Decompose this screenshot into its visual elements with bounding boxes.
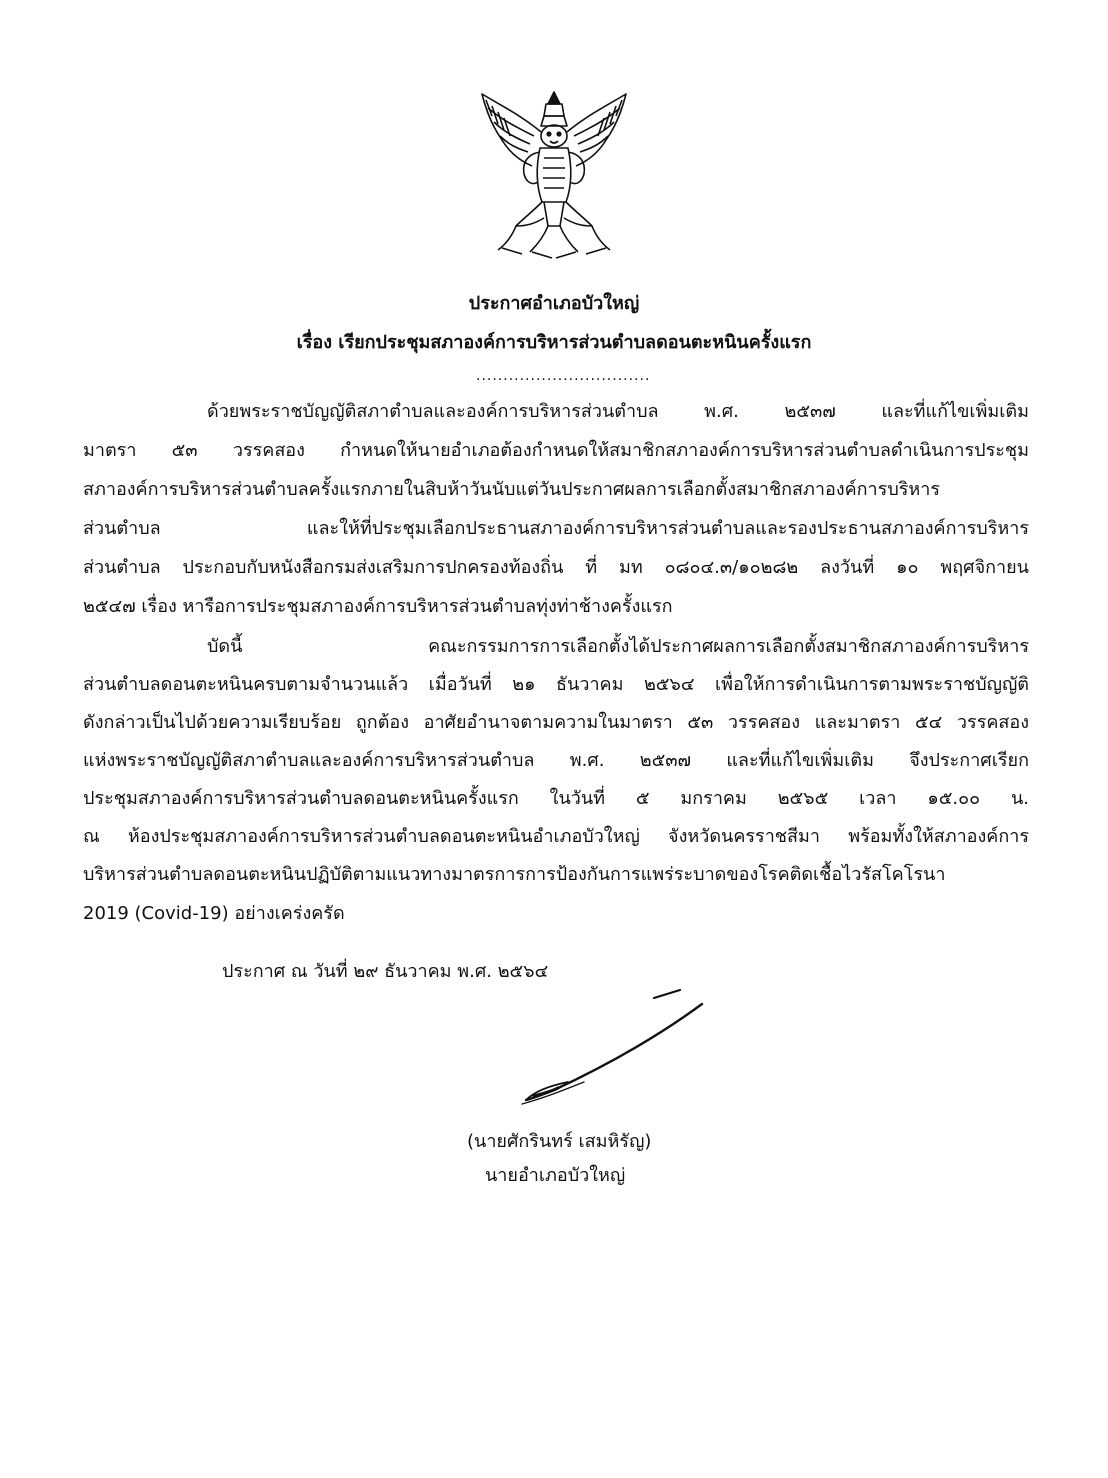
paragraph-2-line: บัดนี้ คณะกรรมการการเลือกตั้งได้ประกาศผลการเลือกตั้งสมาชิกสภาองค์การบริหาร [207, 636, 1029, 657]
paragraph-2-line: ส่วนตำบลดอนตะหนินครบตามจำนวนแล้ว เมื่อวันที่ ๒๑ ธันวาคม ๒๕๖๔ เพื่อให้การดำเนินการตามพระราชบัญญัติ [83, 674, 1029, 695]
paragraph-1-line: มาตรา ๕๓ วรรคสอง กำหนดให้นายอำเภอต้องกำหนดให้สมาชิกสภาองค์การบริหารส่วนตำบลดำเนินการประชุม [83, 440, 1029, 461]
announcement-subject: เรื่อง เรียกประชุมสภาองค์การบริหารส่วนตำบลดอนตะหนินครั้งแรก [296, 332, 812, 353]
announcement-date: ประกาศ ณ วันที่ ๒๙ ธันวาคม พ.ศ. ๒๕๖๔ [222, 961, 549, 982]
paragraph-2-line: ณ ห้องประชุมสภาองค์การบริหารส่วนตำบลดอนตะหนินอำเภอบัวใหญ่ จังหวัดนครราชสีมา พร้อมทั้งให้สภาองค์การ [83, 826, 1029, 847]
paragraph-1-line: ๒๕๔๗ เรื่อง หารือการประชุมสภาองค์การบริหารส่วนตำบลทุ่งท่าช้างครั้งแรก [83, 596, 673, 617]
paragraph-2-line: แห่งพระราชบัญญัติสภาตำบลและองค์การบริหารส่วนตำบล พ.ศ. ๒๕๓๗ และที่แก้ไขเพิ่มเติม จึงประกาศเรียก [83, 750, 1029, 771]
paragraph-2-line: ดังกล่าวเป็นไปด้วยความเรียบร้อย ถูกต้อง อาศัยอำนาจตามความในมาตรา ๕๓ วรรคสอง และมาตรา ๕๔ วรรคสอง [83, 712, 1029, 733]
garuda-emblem-icon [472, 86, 636, 262]
signer-title: นายอำเภอบัวใหญ่ [485, 1165, 626, 1186]
paragraph-2-line: บริหารส่วนตำบลดอนตะหนินปฏิบัติตามแนวทางมาตรการการป้องกันการแพร่ระบาดของโรคติดเชื้อไวรัสโคโรนา [83, 864, 946, 885]
paragraph-2-line: ประชุมสภาองค์การบริหารส่วนตำบลดอนตะหนินครั้งแรก ในวันที่ ๕ มกราคม ๒๕๖๕ เวลา ๑๕.๐๐ น. [83, 788, 1029, 809]
paragraph-2-line: 2019 (Covid-19) อย่างเคร่งครัด [83, 903, 345, 924]
paragraph-1-line: ด้วยพระราชบัญญัติสภาตำบลและองค์การบริหารส่วนตำบล พ.ศ. ๒๕๓๗ และที่แก้ไขเพิ่มเติม [207, 401, 1029, 422]
paragraph-1-line: ส่วนตำบล ประกอบกับหนังสือกรมส่งเสริมการปกครองท้องถิ่น ที่ มท ๐๘๐๔.๓/๑๐๒๘๒ ลงวันที่ ๑๐ พฤศจิกายน [83, 557, 1029, 578]
separator-dots: ................................ [476, 368, 651, 384]
paragraph-1-line: ส่วนตำบล และให้ที่ประชุมเลือกประธานสภาองค์การบริหารส่วนตำบลและรองประธานสภาองค์การบริหาร [83, 518, 1029, 539]
paragraph-1-line: สภาองค์การบริหารส่วนตำบลครั้งแรกภายในสิบห้าวันนับแต่วันประกาศผลการเลือกตั้งสมาชิกสภาองค์การบริหาร [83, 479, 941, 500]
handwritten-signature-icon [514, 982, 704, 1110]
signer-name: (นายศักรินทร์ เสมหิรัญ) [467, 1131, 652, 1152]
announcement-title: ประกาศอำเภอบัวใหญ่ [468, 293, 640, 314]
